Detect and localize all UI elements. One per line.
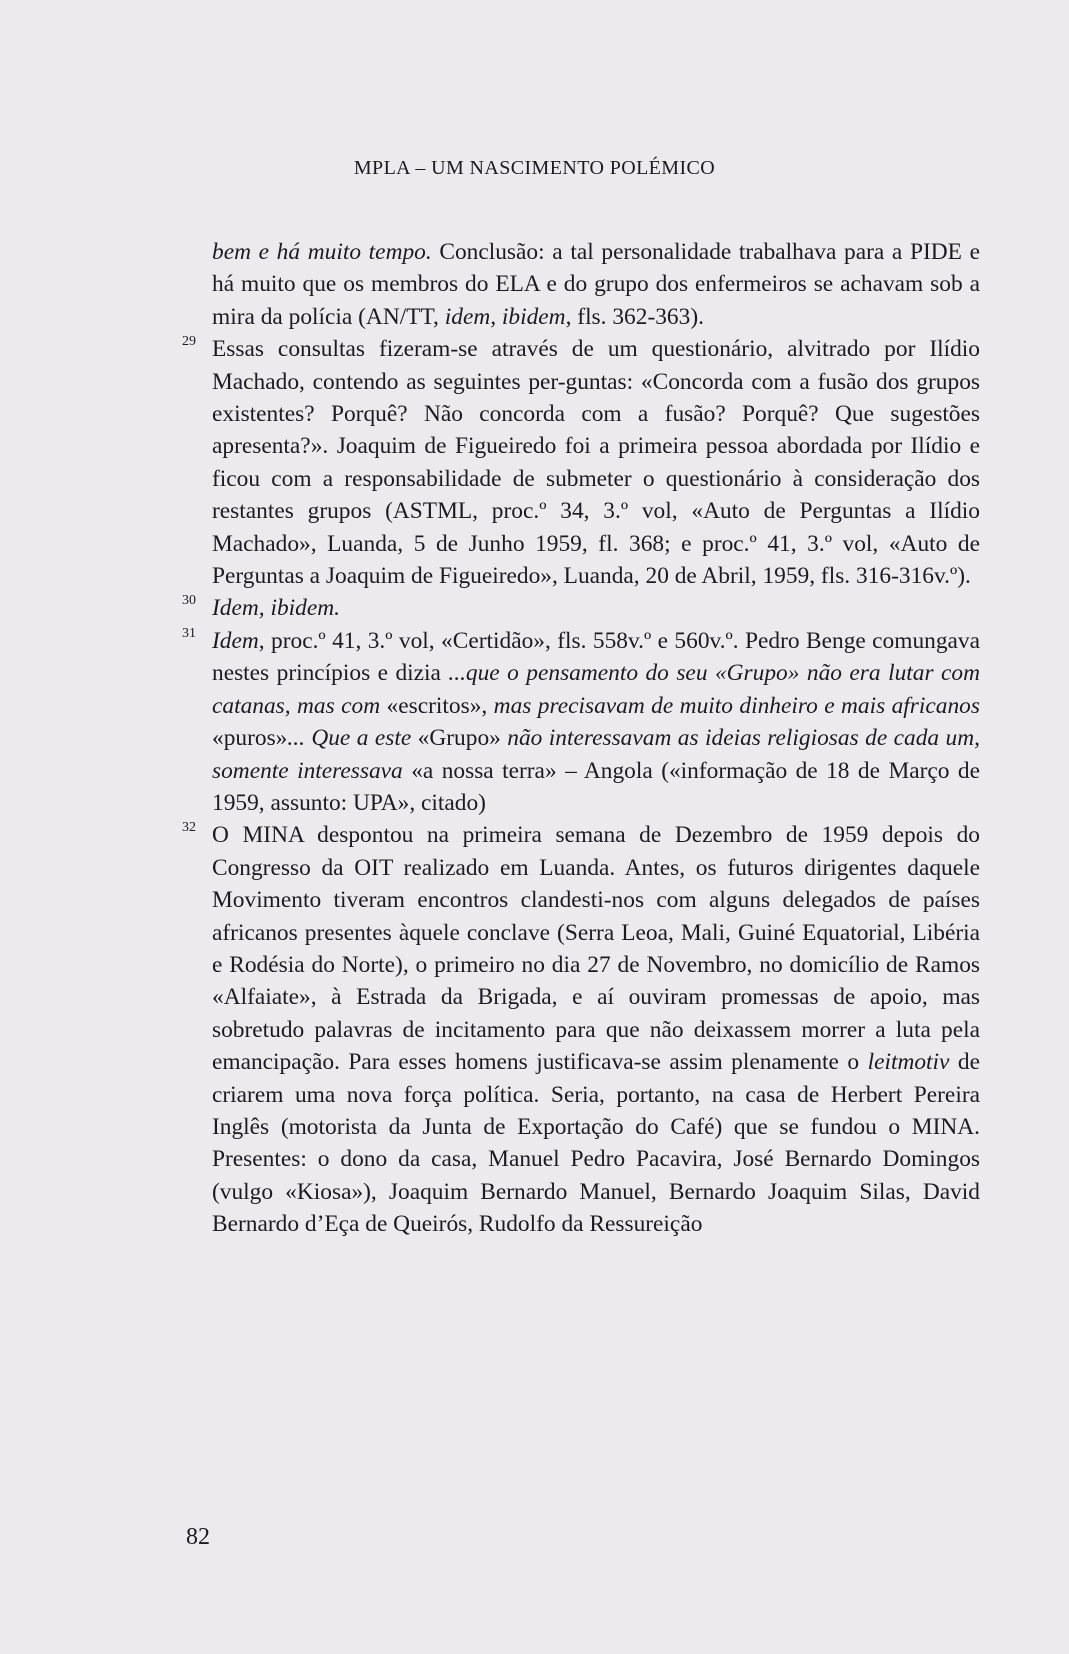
- text-span: O MINA despontou na primeira semana de Dezembro de 1959 depois do Congresso da OIT realizado em Luanda. Antes, os futuros dirigentes daquele Movimento tiveram encontros clandesti-nos com alguns delegados de países africanos presentes àquele conclave (Serra Leoa, Mali, Guiné Equatorial, Libéria e Rodésia do Norte), o primeiro no dia 27 de Novembro, no domicílio de Ramos «Alfaiate», à Estrada da Brigada, e aí ouviram promessas de apoio, mas sobretudo palavras de incitamento para que não deixassem morrer a luta pela emancipação. Para esses homens justificava-se assim plenamente o: [212, 822, 980, 1076]
- text-span: «a nossa terra» – Angola («informação de 18 de Março de 1959, assunto: UPA», citado): [212, 757, 980, 816]
- footnote-31: [182, 625, 980, 819]
- text-span: leitmotiv: [867, 1049, 950, 1076]
- footnote-number: 31: [182, 625, 196, 641]
- footnotes-body: [182, 236, 980, 1241]
- footnote-number: 29: [182, 334, 196, 350]
- text-span: de criarem uma nova força política. Seria, portanto, na casa de Herbert Pereira Inglês (motorista da Junta de Exportação do Café) que se fundou o MINA. Presentes: o dono da casa, Manuel Pedro Pacavira, José Bernardo Domingos (vulgo «Kiosa»), Joaquim Bernardo Manuel, Bernardo Joaquim Silas, David Bernardo d’Eça de Queirós, Rudolfo da Ressureição: [212, 1049, 980, 1238]
- footnote-30: [182, 592, 980, 624]
- text-span: não interessavam as ideias religiosas de cada um, somente interessava: [212, 725, 980, 784]
- text-span: «Grupo»: [417, 725, 508, 752]
- text-span: idem, ibidem: [444, 303, 566, 330]
- text-span: mas precisavam de muito dinheiro e mais africanos: [493, 692, 980, 719]
- continued-footnote: [212, 236, 980, 333]
- page-number: 82: [186, 1524, 210, 1550]
- text-span: , fls. 362-363).: [565, 303, 704, 330]
- text-span: Idem: [212, 627, 259, 654]
- footnote-32: [182, 819, 980, 1240]
- text-span: «escritos»,: [386, 692, 494, 719]
- footnote-29: [182, 333, 980, 592]
- text-span: ...que o pensamento do seu «Grupo» não era lutar com catanas, mas com: [212, 660, 980, 719]
- text-span: Essas consultas fizeram-se através de um questionário, alvitrado por Ilídio Machado, contendo as seguintes per-guntas: «Concorda com a fusão dos grupos existentes? Porquê? Não concorda com a fusão? Porquê? Que sugestões apresenta?». Joaquim de Figueiredo foi a primeira pessoa abordada por Ilídio e ficou com a responsabilidade de submeter o questionário à consideração dos restantes grupos (ASTML, proc.º 34, 3.º vol, «Auto de Perguntas a Ilídio Machado», Luanda, 5 de Junho 1959, fl. 368; e proc.º 41, 3.º vol, «Auto de Perguntas a Joaquim de Figueiredo», Luanda, 20 de Abril, 1959, fls. 316-316v.º).: [212, 336, 980, 590]
- footnote-number: 30: [182, 593, 196, 609]
- text-span: ... Que a este: [287, 725, 418, 752]
- text-span: bem e há muito tempo.: [212, 239, 432, 265]
- text-span: «puros»: [212, 725, 288, 752]
- footnote-number: 32: [182, 820, 196, 836]
- text-span: Conclusão: a tal personalidade trabalhava para a PIDE e há muito que os membros do ELA e do grupo dos enfermeiros se achavam sob a mira da polícia (AN/TT,: [212, 239, 980, 330]
- text-span: , proc.º 41, 3.º vol, «Certidão», fls. 558v.º e 560v.º. Pedro Benge comungava nestes princípios e dizia: [212, 627, 980, 687]
- text-span: Idem, ibidem.: [212, 595, 340, 622]
- running-head: MPLA – UM NASCIMENTO POLÉMICO: [353, 157, 716, 179]
